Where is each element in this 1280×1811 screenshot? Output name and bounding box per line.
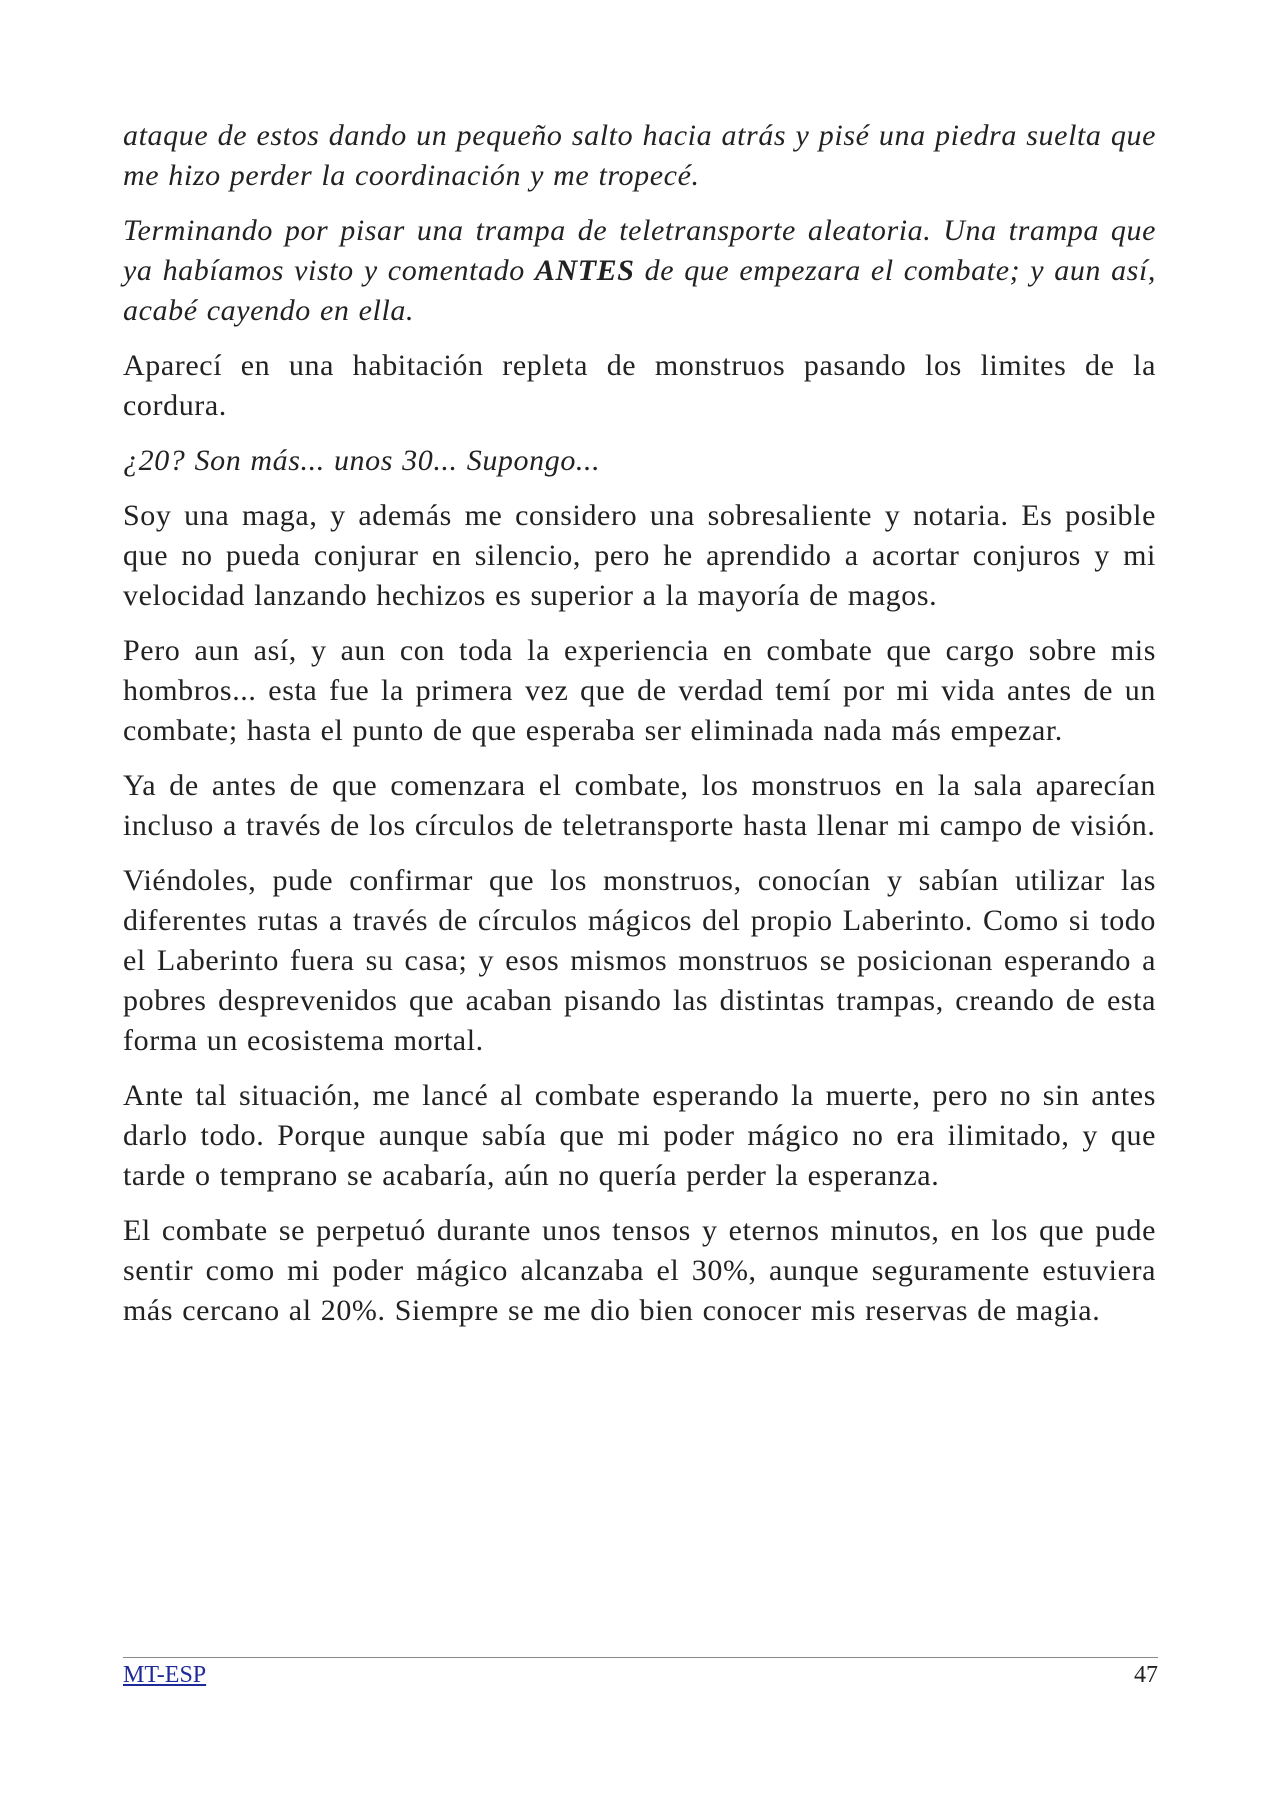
paragraph-4: ¿20? Son más... unos 30... Supongo... xyxy=(123,444,601,477)
paragraph-2-text-b: de que empezara el combate; y aun así, acabé cayendo en ella. xyxy=(123,254,1156,327)
paragraph-6: Pero aun así, y aun con toda la experiencia en combate que cargo sobre mis hombros... esta fue la primera vez que de verdad temí por mi vida antes de un combate; hasta el punto de que esperaba ser eliminada nada más empezar. xyxy=(123,634,1156,747)
paragraph-10: El combate se perpetuó durante unos tensos y eternos minutos, en los que pude sentir como mi poder mágico alcanzaba el 30%, aunque seguramente estuviera más cercano al 20%. Siempre se me dio bien conocer mis reservas de magia. xyxy=(123,1214,1156,1327)
paragraph-2 xyxy=(123,211,1156,331)
paragraph-3: Aparecí en una habitación repleta de monstruos pasando los limites de la cordura. xyxy=(123,349,1156,422)
paragraph-5: Soy una maga, y además me considero una sobresaliente y notaria. Es posible que no pueda conjurar en silencio, pero he aprendido a acortar conjuros y mi velocidad lanzando hechizos es superior a la mayoría de magos. xyxy=(123,499,1156,612)
page-number: 47 xyxy=(1134,1662,1158,1688)
paragraph-9: Ante tal situación, me lancé al combate esperando la muerte, pero no sin antes darlo todo. Porque aunque sabía que mi poder mágico no era ilimitado, y que tarde o temprano se acabaría, aún no quería perder la esperanza. xyxy=(123,1079,1156,1192)
page-body xyxy=(123,116,1156,1346)
paragraph-2-text-a: Terminando por pisar una trampa de teletransporte aleatoria. Una trampa que ya habíamos visto y comentado xyxy=(123,214,1156,287)
paragraph-2-emphasis: ANTES xyxy=(534,254,635,287)
paragraph-8: Viéndoles, pude confirmar que los monstruos, conocían y sabían utilizar las diferentes rutas a través de círculos mágicos del propio Laberinto. Como si todo el Laberinto fuera su casa; y esos mismos monstruos se posicionan esperando a pobres desprevenidos que acaban pisando las distintas trampas, creando de esta forma un ecosistema mortal. xyxy=(123,864,1156,1057)
paragraph-1: ataque de estos dando un pequeño salto hacia atrás y pisé una piedra suelta que me hizo perder la coordinación y me tropecé. xyxy=(123,119,1156,192)
footer-divider xyxy=(123,1657,1158,1658)
footer-link[interactable]: MT-ESP xyxy=(123,1662,207,1688)
paragraph-7: Ya de antes de que comenzara el combate, los monstruos en la sala aparecían incluso a través de los círculos de teletransporte hasta llenar mi campo de visión. xyxy=(123,769,1156,842)
